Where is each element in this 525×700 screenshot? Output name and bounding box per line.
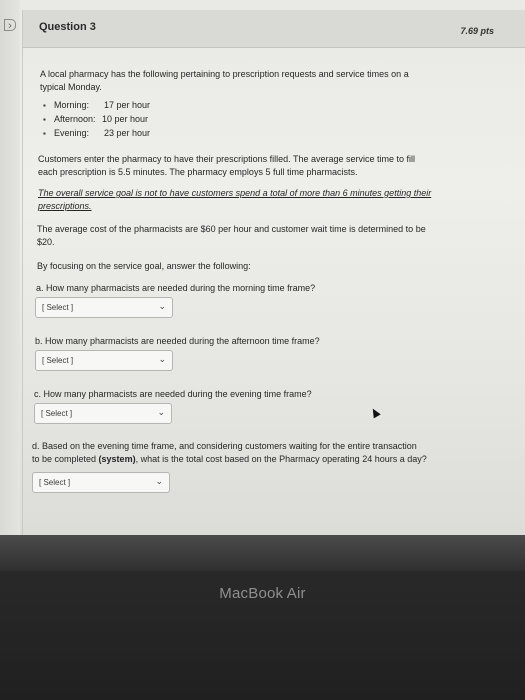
rate-afternoon-value: 10 per hour: [102, 114, 149, 124]
service-line-1: Customers enter the pharmacy to have their prescriptions filled. The average service time to fill: [38, 154, 416, 164]
bezel-highlight: [0, 535, 525, 571]
cost-text: [37, 223, 426, 249]
bullet-icon: ▪: [43, 101, 46, 110]
focus-text: By focusing on the service goal, answer the following:: [37, 261, 251, 271]
part-d-line-2-start: to be completed: [32, 454, 99, 464]
part-d-line-2: [32, 453, 427, 466]
part-d-line-2-bold: (system): [98, 454, 136, 464]
goal-text: [38, 187, 431, 213]
intro-text: [40, 68, 409, 94]
part-d-line-1: d. Based on the evening time frame, and considering customers waiting for the entire transaction: [32, 441, 417, 451]
select-label: [ Select ]: [39, 478, 71, 487]
chevron-down-icon: ⌄: [155, 476, 163, 486]
part-a-question: a. How many pharmacists are needed during the morning time frame?: [36, 283, 316, 293]
question-header: [23, 10, 525, 48]
service-line-2: each prescription is 5.5 minutes. The pharmacy employs 5 full time pharmacists.: [38, 167, 358, 177]
question-card: [22, 10, 525, 535]
part-b-question: b. How many pharmacists are needed during the afternoon time frame?: [35, 336, 320, 346]
question-title: Question 3: [39, 21, 96, 33]
part-d-line-2-end: , what is the total cost based on the Pharmacy operating 24 hours a day?: [135, 454, 427, 464]
goal-line-1: The overall service goal is not to have customers spend a total of more than 6 minutes getting their: [38, 188, 432, 198]
bullet-icon: ▪: [43, 129, 46, 138]
rate-afternoon-label: Afternoon:: [54, 114, 96, 124]
cost-line-2: $20.: [37, 237, 55, 247]
left-rail: [0, 0, 20, 535]
part-c-question: c. How many pharmacists are needed during the evening time frame?: [34, 389, 312, 399]
rate-morning-label: Morning:: [54, 100, 90, 110]
rate-morning-value: 17 per hour: [104, 100, 151, 110]
part-a-select[interactable]: [35, 297, 173, 318]
select-label: [ Select ]: [42, 303, 74, 312]
service-text: [38, 153, 415, 179]
intro-line-2: typical Monday.: [40, 82, 102, 92]
chevron-down-icon: ⌄: [157, 407, 165, 417]
cost-line-1: The average cost of the pharmacists are $60 per hour and customer wait time is determined to be: [37, 224, 426, 234]
collapse-nav-icon[interactable]: ›: [4, 19, 16, 31]
select-label: [ Select ]: [42, 356, 74, 365]
chevron-down-icon: ⌄: [158, 354, 166, 364]
part-d-question: [32, 440, 427, 466]
goal-line-2: prescriptions.: [38, 201, 92, 211]
part-b-select[interactable]: [35, 350, 173, 371]
device-brand: MacBook Air: [219, 585, 306, 602]
part-d-select[interactable]: [32, 472, 170, 493]
bullet-icon: ▪: [43, 115, 46, 124]
intro-line-1: A local pharmacy has the following pertaining to prescription requests and service times on a: [40, 69, 409, 79]
part-c-select[interactable]: [34, 403, 172, 424]
question-points: 7.69 pts: [460, 26, 494, 36]
chevron-down-icon: ⌄: [158, 301, 166, 311]
rate-evening-label: Evening:: [54, 128, 90, 138]
rate-evening-value: 23 per hour: [104, 128, 151, 138]
select-label: [ Select ]: [41, 409, 73, 418]
